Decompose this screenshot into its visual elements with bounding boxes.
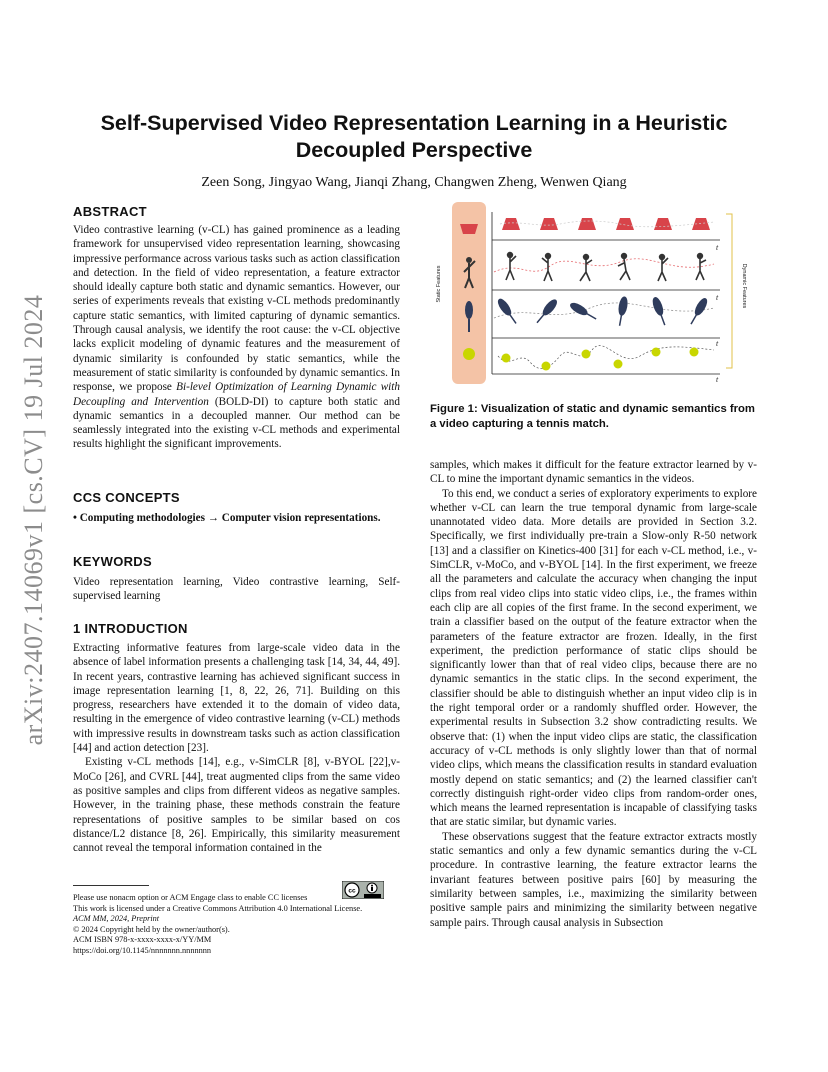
svg-text:cc: cc (348, 887, 356, 895)
intro-paragraph: Extracting informative features from large-scale video data in the absence of label information presents a challenging task [14, 34, 44, 49]. In recent years, contrastive learning has achieved significant success in image representation learning [1, 8, 22, 26, 71]. Building on this progress, researchers have extended it to the domain of video data, resulting in the emergence of video contrastive learning (v-CL) methods with impressive results in downstream tasks such as action classification [44] and action detection [23]. (73, 642, 400, 755)
static-ball-icon (463, 348, 475, 360)
time-axes (492, 212, 720, 374)
footnote-rule (73, 885, 149, 886)
static-features-label: Static Features (436, 265, 442, 303)
svg-text:t: t (716, 243, 719, 252)
author-list: Zeen Song, Jingyao Wang, Jianqi Zhang, Changwen Zheng, Wenwen Qiang (201, 175, 627, 190)
svg-text:t: t (716, 339, 719, 348)
body-paragraph: These observations suggest that the feature extractor extracts mostly static semantics and only a few dynamic semantics during the v-CL procedure. In contrastive learning, the feature extractor learns the invariant features between positive pairs [60] by measuring the similarity between samples, i.e., maximizing the similarity between positive sample pairs and minimizing the similarity between negative sample pairs. Through causal analysis in Subsection (430, 830, 757, 929)
body-paragraph: samples, which makes it difficult for the feature extractor learned by v-CL to mine the important dynamic semantics in the videos. (430, 459, 757, 486)
static-trapezoid-icon (460, 224, 478, 234)
abstract-section (73, 204, 400, 452)
figure-1-graphic (430, 200, 758, 386)
abstract-text: Video contrastive learning (v-CL) has gained prominence as a leading framework for unsupervised video representation learning, showcasing impressive performance across various tasks such as action classification and detection. In the field of video representation, a feature extractor should ideally capture both static and dynamic semantics. However, our series of experiments reveals that existing v-CL methods predominantly capture static semantics, with limited capturing of dynamic semantics. Through causal analysis, we identify the root cause: the v-CL objective lacks explicit modeling of dynamic features and the measurement of dynamic similarity is confounded by static semantics, while the measurement of static similarity is confounded by dynamic semantics. In response, we propose Bi-level Optimization of Learning Dynamic with Decoupling and Intervention (BOLD-DI) to capture both static and dynamic semantics in a decoupled manner. Our method can be seamlessly integrated into the existing v-CL methods and experimental results highlight the significant improvements. (73, 224, 400, 451)
figure-1 (430, 200, 758, 386)
paper-title: Self-Supervised Video Representation Learning in a Heuristic Decoupled Perspective (100, 111, 728, 162)
ccs-heading: CCS CONCEPTS (73, 490, 180, 505)
abstract-heading: ABSTRACT (73, 204, 147, 219)
player-row (494, 253, 714, 281)
keywords-section (73, 554, 400, 604)
dynamic-bracket (726, 214, 732, 368)
footnote-line: Please use nonacm option or ACM Engage class to enable CC licenses (73, 893, 308, 902)
arxiv-id-text: arXiv:2407.14069v1 [cs.CV] 19 Jul 2024 (19, 294, 48, 746)
trapezoid-row (500, 218, 714, 230)
introduction-section (73, 621, 400, 855)
ccs-text: • Computing methodologies → Computer vision representations. (73, 512, 381, 524)
footnote-line: ACM ISBN 978-x-xxxx-xxxx-x/YY/MM (73, 935, 212, 944)
footnote-line: © 2024 Copyright held by the owner/author(s). (73, 924, 230, 934)
ball-row (498, 346, 714, 371)
racket-row (494, 297, 714, 327)
figure-caption: Figure 1: Visualization of static and dynamic semantics from a video capturing a tennis match. (430, 403, 755, 430)
footnote (73, 893, 403, 956)
footnote-line: This work is licensed under a Creative Commons Attribution 4.0 International License. (73, 903, 363, 913)
right-column-text (430, 458, 757, 930)
keywords-text: Video representation learning, Video contrastive learning, Self-supervised learning (73, 576, 400, 603)
svg-text:t: t (716, 375, 719, 384)
introduction-heading: 1 INTRODUCTION (73, 621, 188, 636)
keywords-heading: KEYWORDS (73, 554, 152, 569)
doi-link[interactable]: https://doi.org/10.1145/nnnnnnn.nnnnnnn (73, 945, 212, 955)
svg-text:t: t (716, 293, 719, 302)
dynamic-features-label: Dynamic Features (741, 263, 747, 309)
arxiv-identifier (14, 280, 54, 760)
body-paragraph: To this end, we conduct a series of exploratory experiments to explore whether v-CL can learn the true temporal dynamic from large-scale unannotated video data. More details are provided in Section 3.2. Specifically, we first individually pre-train a Slow-only R-50 network [13] and a classifier on Kinetics-400 [31] for each v-CL method, i.e., v-SimCLR, v-MoCo, and v-BYOL [14]. In the first experiment, we freeze all the parameters and calculate the accuracy when changing the input clips from real video clips into static video clips, i.e., the frames within each clip are all copies of the first frame. In the second experiment, we train a classifier based on the output of the feature extractor when the parameters of the feature extractor are frozen. Ideally, in the first experiment, the prediction performance of static clips should be significantly lower than that of real video clips, because there are no dynamic semantics in the static clips. In the second experiment, the classifier should be able to distinguish whether an input video clip is in the right temporal order or a randomly shuffled order. However, the experimental results in Subsection 3.2 show contradicting results. We observe that: (1) when the input video clips are static, the classification accuracy of v-CL methods is only slightly lower than that of normal video clips, which means the classification results in standard evaluation mostly depend on static semantics; and (2) the learned classifier can't correctly distinguish right-order video clips from random-order ones, which means the learned representation is incapable of classifying tasks that are static similar, but dynamic varies. (430, 487, 757, 829)
ccs-section (73, 490, 400, 525)
intro-paragraph: Existing v-CL methods [14], e.g., v-SimCLR [8], v-BYOL [22],v-MoCo [26], and CVRL [44], treat augmented clips from the same video as positive samples and clips from different videos as negative samples. However, in the training phase, these methods constrain the feature representations of positive samples to be similar based on cos distance/L2 distance [8, 26]. Empirically, this similarity measurement cannot reveal the temporal information contained in the (73, 756, 400, 855)
footnote-line: ACM MM, 2024, Preprint (73, 914, 160, 923)
time-labels (716, 243, 719, 384)
